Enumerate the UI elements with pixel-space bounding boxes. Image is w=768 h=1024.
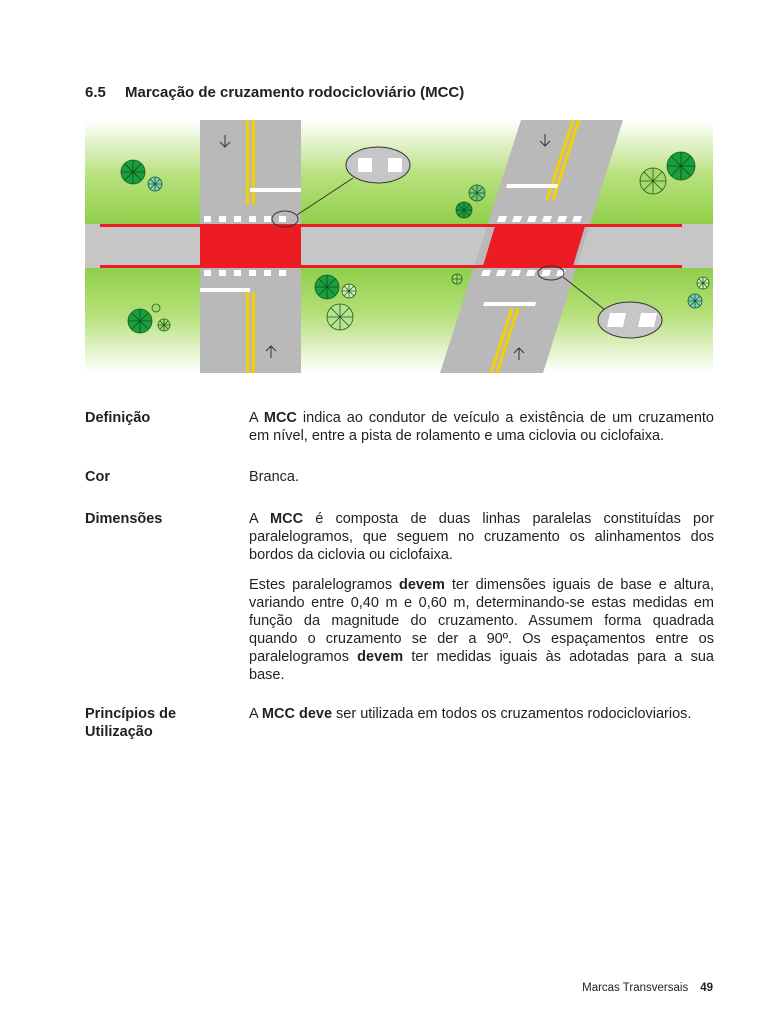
text-run: é composta de duas linhas paralelas constituídas por paralelogramos, que seguem no cruzamento os alinhamentos dos bordos da ciclovia ou ciclofaixa.	[249, 511, 714, 563]
definition-label: Definição	[85, 410, 151, 426]
section-title: Marcação de cruzamento rodocicloviário (MCC)	[125, 84, 465, 101]
bold-term: MCC	[263, 410, 297, 426]
text-run: Estes paralelogramos	[249, 577, 399, 593]
section-heading	[85, 84, 464, 101]
bold-term: MCC deve	[261, 706, 333, 722]
text-run: A	[249, 511, 271, 527]
definition-text	[249, 409, 714, 457]
page-number: 49	[700, 982, 713, 994]
dimensions-label: Dimensões	[85, 511, 163, 527]
page-footer	[582, 982, 713, 994]
text-run: A	[249, 706, 262, 722]
text-run: A	[249, 410, 264, 426]
dimensions-paragraph-2	[249, 576, 714, 684]
text-run: ter dimensões iguais de base e altura, variando entre 0,40 m e 0,60 m, determinando-se estas medidas em função da magnitude do cruzamento. Assumem forma quadrada quando o cruzamento se der a 90º. Os espaçamentos entre os paralelogramos	[249, 577, 714, 665]
footer-section-name: Marcas Transversais	[582, 982, 689, 994]
text-run: Branca.	[249, 469, 299, 485]
mcc-illustration	[85, 120, 713, 373]
text-run: ter medidas iguais às adotadas para a sua base.	[249, 649, 714, 683]
cycle-path	[85, 224, 713, 268]
usage-principles-text	[249, 705, 714, 735]
cycle-crossing-right	[483, 226, 585, 266]
usage-principles-paragraph	[249, 705, 714, 723]
bold-term: devem	[398, 577, 445, 593]
text-run: ser utilizada em todos os cruzamentos rodocicloviarios.	[332, 706, 692, 722]
color-paragraph	[249, 468, 714, 486]
section-number: 6.5	[85, 84, 106, 101]
usage-principles-label: Princípios de Utilização	[85, 706, 177, 740]
color-label: Cor	[85, 469, 110, 485]
bold-term: MCC	[270, 511, 304, 527]
text-run: indica ao condutor de veículo a existência de um cruzamento em nível, entre a pista de rolamento e uma ciclovia ou ciclofaixa.	[249, 410, 714, 444]
cycle-crossing-left	[200, 226, 301, 266]
dimensions-text	[249, 510, 714, 696]
color-text	[249, 468, 714, 498]
dimensions-paragraph-1	[249, 510, 714, 564]
bold-term: devem	[357, 649, 404, 665]
definition-paragraph	[249, 409, 714, 445]
